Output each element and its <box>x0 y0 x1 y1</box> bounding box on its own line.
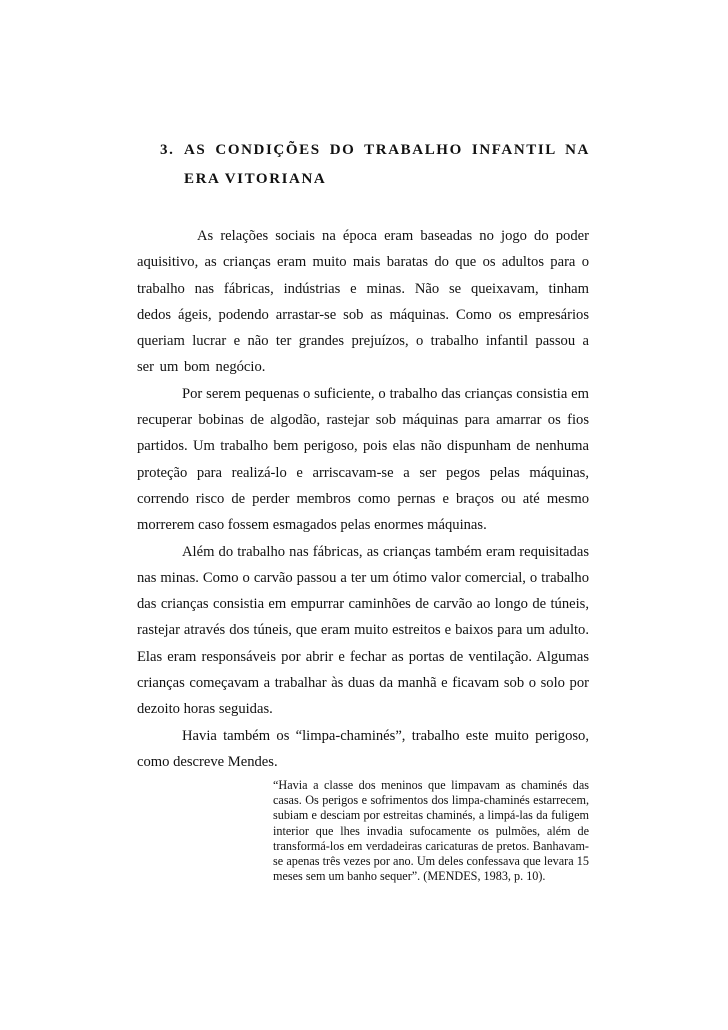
section-heading <box>160 136 590 194</box>
paragraph-3: Além do trabalho nas fábricas, as crianças também eram requisitadas nas minas. Como o carvão passou a ter um ótimo valor comercial, o trabalho das crianças consistia em empurrar caminhões de carvão ao longo de túneis, rastejar através dos túneis, que eram muito estreitos e baixos para um adulto. Elas eram responsáveis por abrir e fechar as portas de ventilação. Algumas crianças começavam a trabalhar às duas da manhã e ficavam sob o solo por dezoito horas seguidas. <box>137 543 589 718</box>
body-text <box>137 223 589 775</box>
paragraph-2: Por serem pequenas o suficiente, o trabalho das crianças consistia em recuperar bobinas de algodão, rastejar sob máquinas para amarrar os fios partidos. Um trabalho bem perigoso, pois elas não dispunham de nenhuma proteção para realizá-lo e arriscavam-se a ser pegos pelas máquinas, correndo risco de perder membros como pernas e braços ou até mesmo morrerem caso fossem esmagados pelas enormes máquinas. <box>137 385 589 534</box>
paragraph-1: As relações sociais na época eram baseadas no jogo do poder aquisitivo, as crianças eram muito mais baratas do que os adultos para o trabalho nas fábricas, indústrias e minas. Não se queixavam, tinham dedos ágeis, podendo arrastar-se sob as máquinas. Como os empresários queriam lucrar e não ter grandes prejuízos, o trabalho infantil passou a ser um bom negócio. <box>137 228 589 376</box>
section-title: AS CONDIÇÕES DO TRABALHO INFANTIL NA ERA VITORIANA <box>184 142 590 187</box>
block-quote: “Havia a classe dos meninos que limpavam as chaminés das casas. Os perigos e sofrimentos dos limpa-chaminés estarrecem, subiam e desciam por estreitas chaminés, a limpá-las da fuligem interior que lhes invadia sufocamente os pulmões, além de transformá-los em verdadeiras caricaturas de pretos. Banhavam-se apenas três vezes por ano. Um deles confessava que levara 15 meses sem um banho sequer”. (MENDES, 1983, p. 10). <box>273 778 589 884</box>
paragraph-4: Havia também os “limpa-chaminés”, trabalho este muito perigoso, como descreve Mendes. <box>137 727 589 770</box>
section-number: 3. <box>160 142 175 158</box>
